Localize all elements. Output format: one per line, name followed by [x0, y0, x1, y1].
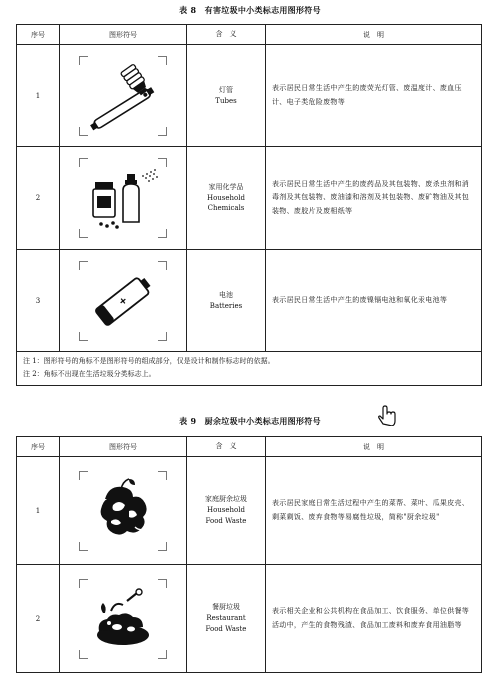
table8-notes	[17, 352, 482, 386]
header-meaning: 含 义	[187, 437, 266, 457]
meaning-cn: 家庭厨余垃圾	[205, 495, 247, 504]
description-cell: 表示居民日常生活中产生的废药品及其包装物、废杀虫剂和消毒剂及其包装物、废油漆和溶剂及其包装物、废矿物油及其包装物、废胶片及废相纸等	[266, 147, 482, 250]
meaning-en-2: Food Waste	[205, 624, 247, 633]
table8-notes-row	[17, 352, 482, 386]
description-cell: 表示相关企业和公共机构在食品加工、饮食服务、单位供餐等活动中，产生的食物残渣、食品加工废料和废弃食用油脂等	[266, 565, 482, 673]
meaning-cell	[187, 565, 266, 673]
header-no: 序号	[17, 437, 60, 457]
household-food-waste-icon	[83, 475, 163, 547]
description-cell: 表示居民家庭日常生活过程中产生的菜帮、菜叶、瓜果皮壳、剩菜剩饭、废弃食物等易腐性垃圾，简称"厨余垃圾"	[266, 457, 482, 565]
symbol-cell	[60, 457, 187, 565]
meaning-cn: 电池	[219, 290, 233, 299]
meaning-en: Restaurant	[206, 614, 246, 623]
meaning-en: Household	[206, 193, 245, 202]
table-row	[17, 147, 482, 250]
hand-pointer-icon	[376, 404, 398, 426]
row-number: 1	[17, 45, 60, 147]
meaning-en: Household	[206, 506, 245, 515]
table-row	[17, 457, 482, 565]
meaning-en-2: Food Waste	[205, 516, 247, 525]
meaning-cn: 灯管	[219, 85, 233, 94]
table-row	[17, 565, 482, 673]
table8-header-row	[17, 25, 482, 45]
header-desc: 说 明	[266, 25, 482, 45]
header-no: 序号	[17, 25, 60, 45]
header-symbol: 图形符号	[60, 437, 187, 457]
description-cell: 表示居民日常生活中产生的废镍镉电池和氧化汞电池等	[266, 250, 482, 352]
meaning-cell	[187, 147, 266, 250]
table9-caption: 表 9 厨余垃圾中小类标志用图形符号	[179, 416, 321, 426]
meaning-en: Tubes	[215, 96, 237, 105]
household-chemicals-icon	[83, 162, 163, 234]
meaning-cell	[187, 457, 266, 565]
header-desc: 说 明	[266, 437, 482, 457]
table8	[16, 24, 482, 386]
table-row	[17, 45, 482, 147]
row-number: 1	[17, 457, 60, 565]
header-symbol: 图形符号	[60, 25, 187, 45]
tubes-icon	[83, 60, 163, 132]
table9	[16, 436, 482, 673]
description-cell: 表示居民日常生活中产生的废荧光灯管、废温度计、废血压计、电子类危险废物等	[266, 45, 482, 147]
header-meaning: 含 义	[187, 25, 266, 45]
battery-icon	[83, 265, 163, 337]
symbol-cell	[60, 147, 187, 250]
table9-header-row	[17, 437, 482, 457]
row-number: 3	[17, 250, 60, 352]
meaning-en-2: Chemicals	[207, 204, 245, 213]
meaning-en: Batteries	[209, 301, 243, 310]
meaning-cell	[187, 45, 266, 147]
row-number: 2	[17, 147, 60, 250]
symbol-cell	[60, 250, 187, 352]
symbol-cell	[60, 565, 187, 673]
row-number: 2	[17, 565, 60, 673]
table8-caption: 表 8 有害垃圾中小类标志用图形符号	[179, 5, 321, 15]
symbol-cell	[60, 45, 187, 147]
note-2: 注 2：角标不出现在生活垃圾分类标志上。	[23, 370, 156, 379]
note-1: 注 1：图形符号的角标不是图形符号的组成部分，仅是设计和制作标志时的依据。	[23, 357, 275, 365]
restaurant-food-waste-icon	[83, 583, 163, 655]
meaning-cn: 家用化学品	[208, 182, 244, 191]
meaning-cn: 餐厨垃圾	[212, 603, 240, 612]
meaning-cell	[187, 250, 266, 352]
table-row	[17, 250, 482, 352]
